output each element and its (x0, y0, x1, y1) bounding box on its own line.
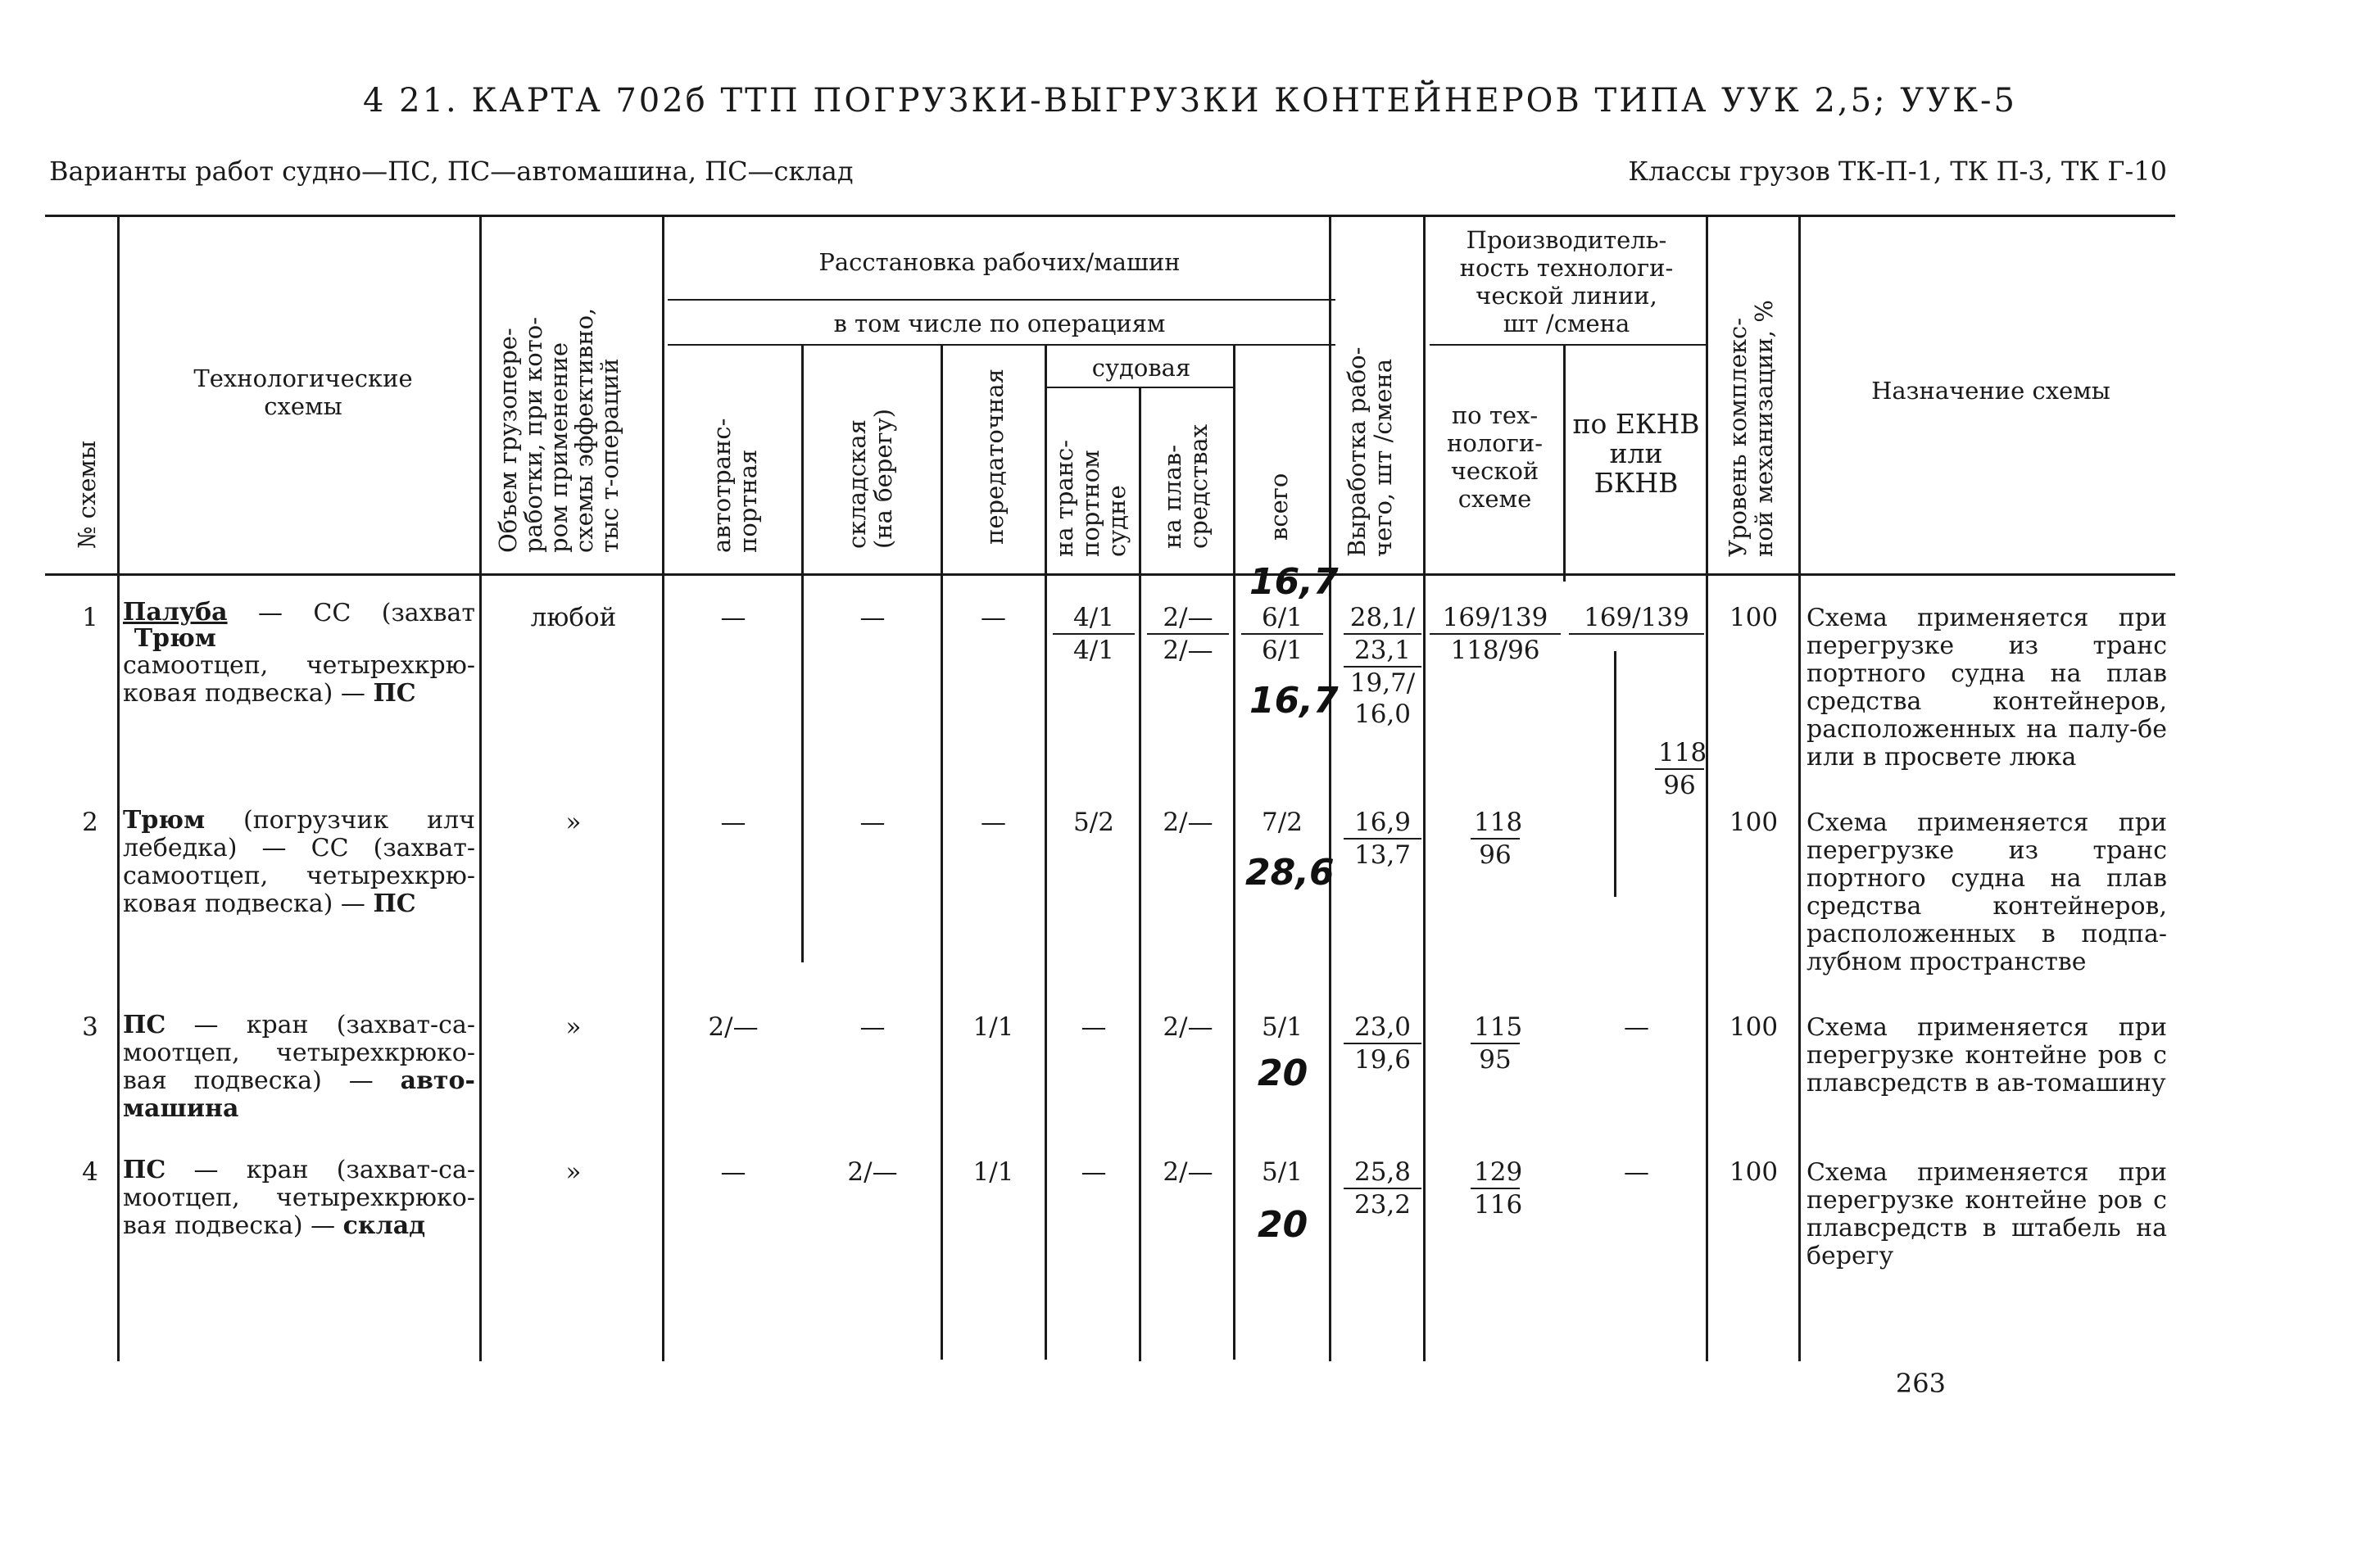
row3-transfer: 1/1 (972, 1012, 1014, 1042)
row4-handwritten: 20 (1258, 1204, 1308, 1246)
col-header-productivity: Производитель- ность технологи- ческой линии, шт /смена (1459, 226, 1674, 337)
col-line-3 (662, 215, 664, 1361)
row2-tech: $\frac{118}{96}$ (1471, 807, 1520, 871)
row1-volume: любой (530, 603, 617, 632)
ekhv-brace (1589, 651, 1616, 897)
sub-rule-prod (1430, 344, 1708, 346)
row4-transfer: 1/1 (972, 1157, 1014, 1187)
row1-output: 28,1/ 23,1 19,7/ 16,0 (1344, 602, 1421, 730)
row4-ekhv: — (1624, 1157, 1649, 1187)
col-header-on-floating: на плав- средствах (1158, 423, 1213, 549)
table-top-rule (45, 215, 2175, 217)
row1-tech: $\frac{169/139}{118/96}$ (1430, 602, 1561, 666)
col-line-13 (1798, 215, 1801, 1361)
col-line-7 (1139, 387, 1141, 1361)
col-header-auto: автотранс- портная (708, 418, 762, 553)
col-header-placement: Расстановка рабочих/машин (818, 248, 1181, 276)
row3-scheme: ПС — кран (захват-са-моотцеп, четырехкрюко-вая подвеска) — авто-машина (123, 1011, 475, 1123)
row4-output: $\frac{25,8}{23,2}$ (1344, 1156, 1421, 1220)
col-line-9 (1329, 215, 1331, 1361)
col-header-mech-level: Уровень комплекс- ной механизации, % (1724, 300, 1778, 557)
row1-auto: — (720, 603, 746, 632)
row4-scheme: ПС — кран (захват-са-моотцеп, четырехкрюко-вая подвеска) — склад (123, 1156, 475, 1240)
row4-purpose: Схема применяется при перегрузке контейне ров с плавсредств в штабель на берегу (1807, 1158, 2167, 1270)
col-header-by-ekhv: по ЕКНВ или БКНВ (1572, 408, 1700, 499)
row4-tech: $\frac{129}{116}$ (1471, 1156, 1520, 1220)
col-header-volume: Объем грузопере- работки, при кото- ром применение схемы эффективно, тыс т-операций (494, 307, 623, 553)
row1-handwritten-top: 16,7 (1249, 561, 1339, 603)
row1-warehouse: — (859, 603, 886, 632)
row1-mech: 100 (1729, 603, 1779, 632)
row2-scheme: Трюм (погрузчик илч лебедка) — СС (захват-самоотцеп, четырехкрю-ковая подвеска) — ПС (123, 806, 475, 918)
col-header-on-transport: на транс- портном судне (1050, 439, 1131, 557)
col-line-10 (1423, 215, 1426, 1361)
page-number: 263 (1895, 1368, 1946, 1399)
row2-purpose: Схема применяется при перегрузке из транс портного судна на плав средства контейнеров, расположенных в подпа-лубном пространстве (1807, 808, 2167, 976)
row4-volume: » (565, 1157, 582, 1187)
header-bottom-rule (45, 573, 2175, 576)
col-header-warehouse: складская (на берегу) (843, 408, 897, 549)
row2-transfer: — (981, 808, 1006, 837)
row3-ship-floating: 2/— (1163, 1012, 1213, 1042)
row3-auto: 2/— (708, 1012, 759, 1042)
row2-ship-transport: 5/2 (1073, 808, 1114, 837)
row4-auto: — (720, 1157, 746, 1187)
col-header-incl-ops: в том числе по операциям (833, 310, 1166, 337)
col-header-purpose: Назначение схемы (1871, 377, 2110, 405)
row2-mech: 100 (1729, 808, 1779, 837)
row1-num: 1 (82, 603, 98, 632)
sub-rule-ship (1047, 387, 1235, 388)
page-title: 4 21. КАРТА 702б ТТП ПОГРУЗКИ-ВЫГРУЗКИ КОНТЕЙНЕРОВ ТИПА УУК 2,5; УУК-5 (362, 82, 2017, 120)
row4-ship-transport: — (1081, 1157, 1107, 1187)
row3-num: 3 (82, 1012, 98, 1042)
row2-handwritten: 28,6 (1245, 852, 1335, 894)
row2-num: 2 (82, 808, 98, 837)
row3-ship-transport: — (1081, 1012, 1107, 1042)
row1-purpose: Схема применяется при перегрузке из транс портного судна на плав средства контейнеров, расположенных на палу-бе или в просвете люка (1807, 604, 2167, 772)
row2-total: 7/2 (1262, 808, 1303, 837)
row3-total: 5/1 (1262, 1012, 1303, 1042)
row3-volume: » (565, 1012, 582, 1042)
col-header-transfer: передаточная (981, 369, 1009, 545)
row3-ekhv: — (1624, 1012, 1649, 1042)
row1-handwritten-bottom: 16,7 (1249, 680, 1339, 722)
row1-ship-floating: $\frac{2/—}{2/—}$ (1147, 602, 1229, 666)
col-header-ship: судовая (1091, 354, 1191, 382)
row1-total: $\frac{6/1}{6/1}$ (1241, 602, 1323, 666)
col-header-by-tech: по тех- нологи- ческой схеме (1447, 401, 1543, 513)
row1-ekhv: 169/139 (1569, 602, 1704, 635)
row1-ekhv-shared: $\frac{118}{96}$ (1655, 737, 1704, 801)
col-header-total: всего (1265, 473, 1293, 541)
col-line-11 (1563, 344, 1566, 582)
row4-mech: 100 (1729, 1157, 1779, 1187)
col-line-6 (1045, 344, 1047, 1360)
row3-tech: $\frac{115}{95}$ (1471, 1012, 1520, 1075)
col-header-num: № схемы (73, 440, 101, 549)
row4-total: 5/1 (1262, 1157, 1303, 1187)
row4-num: 4 (82, 1157, 98, 1187)
row2-output: $\frac{16,9}{13,7}$ (1344, 807, 1421, 871)
row4-warehouse: 2/— (847, 1157, 898, 1187)
col-header-output: Выработка рабо- чего, шт /смена (1343, 346, 1397, 557)
row1-transfer: — (981, 603, 1006, 632)
row2-warehouse: — (859, 808, 886, 837)
row2-volume: » (565, 808, 582, 837)
col-header-schemes: Технологические схемы (193, 364, 413, 420)
sub-rule-incl (668, 299, 1335, 301)
row1-ship-transport: $\frac{4/1}{4/1}$ (1053, 602, 1135, 666)
row3-purpose: Схема применяется при перегрузке контейне ров с плавсредств в ав-томашину (1807, 1013, 2167, 1098)
col-line-2 (479, 215, 482, 1361)
col-line-5 (941, 344, 943, 1360)
row3-handwritten: 20 (1258, 1052, 1308, 1094)
row2-auto: — (720, 808, 746, 837)
work-variants: Варианты работ судно—ПС, ПС—автомашина, ПС—склад (49, 156, 854, 187)
row3-warehouse: — (859, 1012, 886, 1042)
row2-ship-floating: 2/— (1163, 808, 1213, 837)
row3-output: $\frac{23,0}{19,6}$ (1344, 1012, 1421, 1075)
row4-ship-floating: 2/— (1163, 1157, 1213, 1187)
col-line-8 (1233, 344, 1235, 1360)
col-line-1 (117, 215, 120, 1361)
cargo-classes: Классы грузов ТК-П-1, ТК П-3, ТК Г-10 (1628, 156, 2167, 187)
col-line-12 (1706, 215, 1708, 1361)
row1-scheme: Палуба Трюм — СС (захват самоотцеп, четырехкрю-ковая подвеска) — ПС (123, 598, 475, 708)
row3-mech: 100 (1729, 1012, 1779, 1042)
col-line-4 (801, 344, 804, 962)
